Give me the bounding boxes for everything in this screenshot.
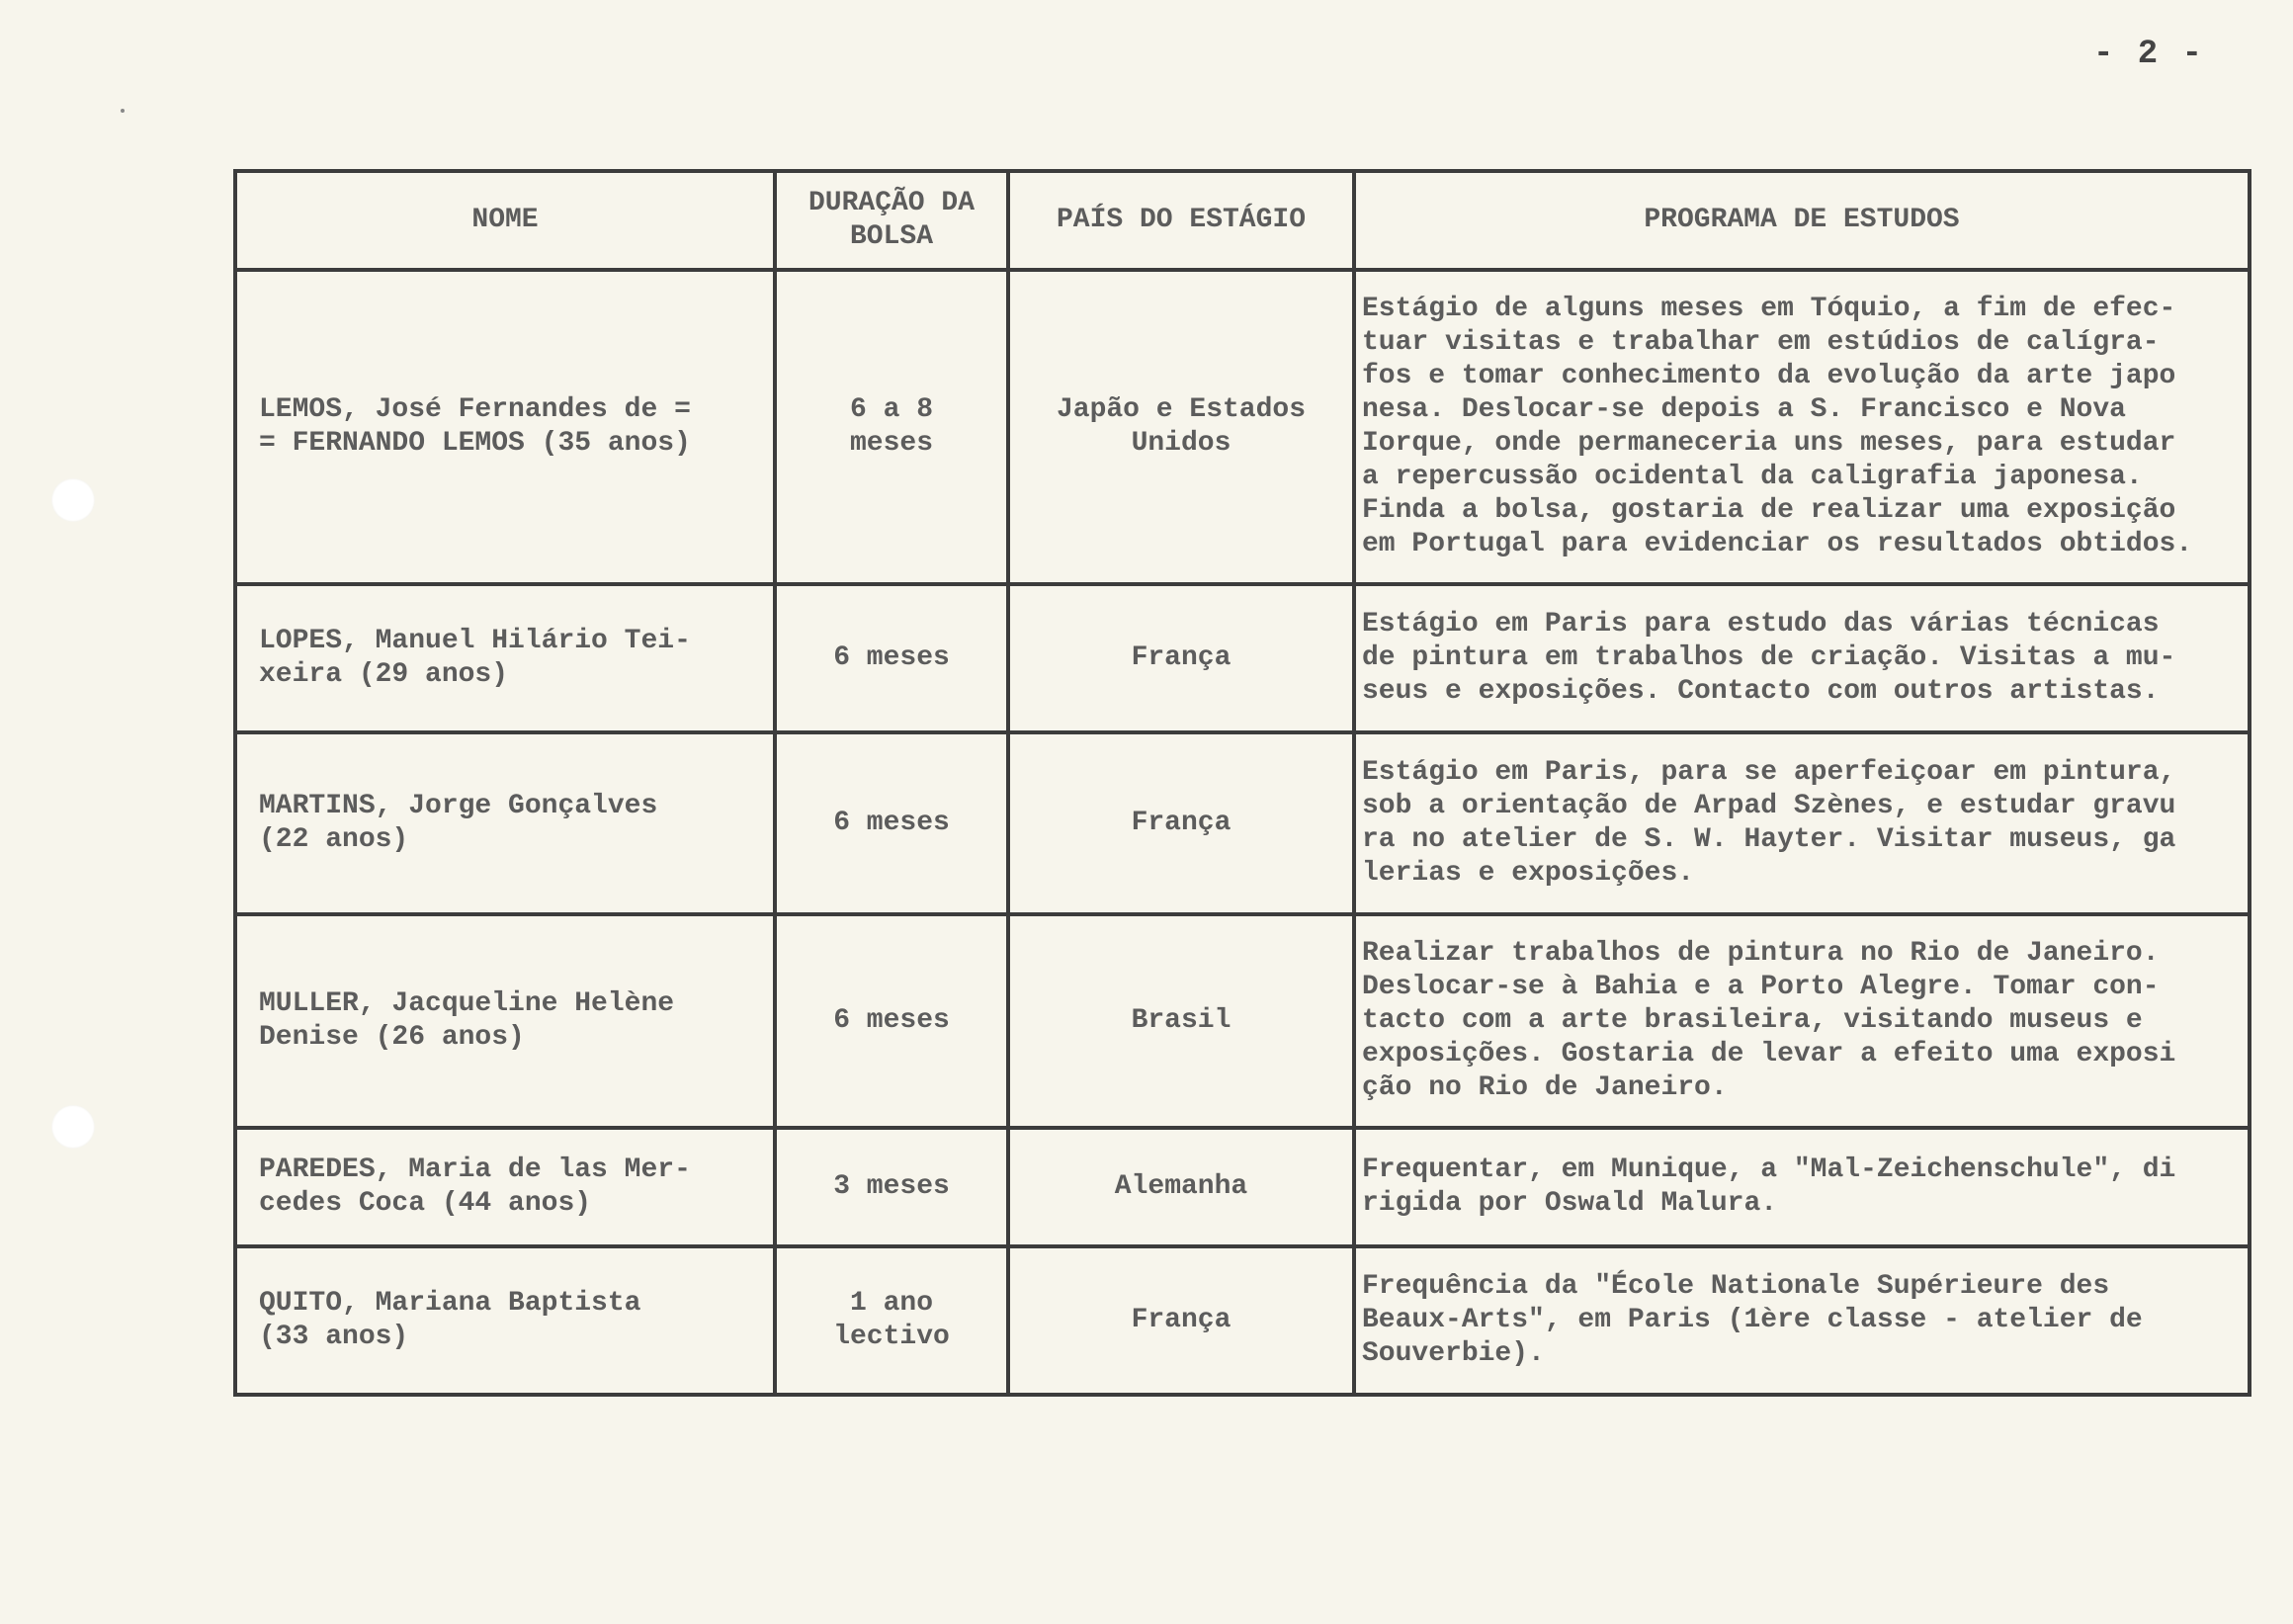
cell-nome: QUITO, Mariana Baptista (33 anos)	[235, 1246, 775, 1395]
cell-pais: Brasil	[1008, 914, 1354, 1128]
cell-nome: MULLER, Jacqueline Helène Denise (26 anos)	[235, 914, 775, 1128]
cell-programa: Estágio de alguns meses em Tóquio, a fim de efec- tuar visitas e trabalhar em estúdios de calígra- fos e tomar conhecimento da evolução da arte japo nesa. Deslocar-se depois a S. Francisco e Nova Iorque, onde permaneceria uns meses, para estudar a repercussão ocidental da caligrafia japonesa. Finda a bolsa, gostaria de realizar uma exposição em Portugal para evidenciar os resultados obtidos.	[1354, 270, 2250, 584]
paper-speck	[121, 109, 125, 113]
cell-pais: França	[1008, 1246, 1354, 1395]
cell-duracao: 6 meses	[775, 584, 1008, 732]
cell-duracao: 3 meses	[775, 1128, 1008, 1246]
header-pais: PAÍS DO ESTÁGIO	[1008, 171, 1354, 270]
cell-nome: LOPES, Manuel Hilário Tei- xeira (29 anos)	[235, 584, 775, 732]
cell-programa: Estágio em Paris, para se aperfeiçoar em pintura, sob a orientação de Arpad Szènes, e estudar gravu ra no atelier de S. W. Hayter. Visitar museus, ga lerias e exposições.	[1354, 732, 2250, 914]
header-duracao: DURAÇÃO DA BOLSA	[775, 171, 1008, 270]
cell-duracao: 6 a 8 meses	[775, 270, 1008, 584]
table-row	[235, 584, 2250, 732]
cell-nome: MARTINS, Jorge Gonçalves (22 anos)	[235, 732, 775, 914]
cell-pais: Japão e Estados Unidos	[1008, 270, 1354, 584]
table-header-row	[235, 171, 2250, 270]
cell-pais: Alemanha	[1008, 1128, 1354, 1246]
cell-pais: França	[1008, 732, 1354, 914]
table-row	[235, 1128, 2250, 1246]
header-nome: NOME	[235, 171, 775, 270]
cell-programa: Frequentar, em Munique, a "Mal-Zeichenschule", di rigida por Oswald Malura.	[1354, 1128, 2250, 1246]
cell-programa: Frequência da "École Nationale Supérieure des Beaux-Arts", em Paris (1ère classe - atelier de Souverbie).	[1354, 1246, 2250, 1395]
cell-duracao: 6 meses	[775, 732, 1008, 914]
scholarship-table	[233, 169, 2251, 1397]
punch-hole-bottom	[51, 1105, 95, 1149]
table-row	[235, 1246, 2250, 1395]
header-programa: PROGRAMA DE ESTUDOS	[1354, 171, 2250, 270]
cell-duracao: 1 ano lectivo	[775, 1246, 1008, 1395]
table-row	[235, 914, 2250, 1128]
cell-programa: Realizar trabalhos de pintura no Rio de Janeiro. Deslocar-se à Bahia e a Porto Alegre. Tomar con- tacto com a arte brasileira, visitando museus e exposições. Gostaria de levar a efeito uma exposi ção no Rio de Janeiro.	[1354, 914, 2250, 1128]
table-row	[235, 270, 2250, 584]
cell-nome: LEMOS, José Fernandes de = = FERNANDO LEMOS (35 anos)	[235, 270, 775, 584]
cell-duracao: 6 meses	[775, 914, 1008, 1128]
table-row	[235, 732, 2250, 914]
cell-nome: PAREDES, Maria de las Mer- cedes Coca (44 anos)	[235, 1128, 775, 1246]
cell-pais: França	[1008, 584, 1354, 732]
cell-programa: Estágio em Paris para estudo das várias técnicas de pintura em trabalhos de criação. Visitas a mu- seus e exposições. Contacto com outros artistas.	[1354, 584, 2250, 732]
page-number: - 2 -	[2093, 36, 2205, 73]
punch-hole-top	[51, 478, 95, 522]
